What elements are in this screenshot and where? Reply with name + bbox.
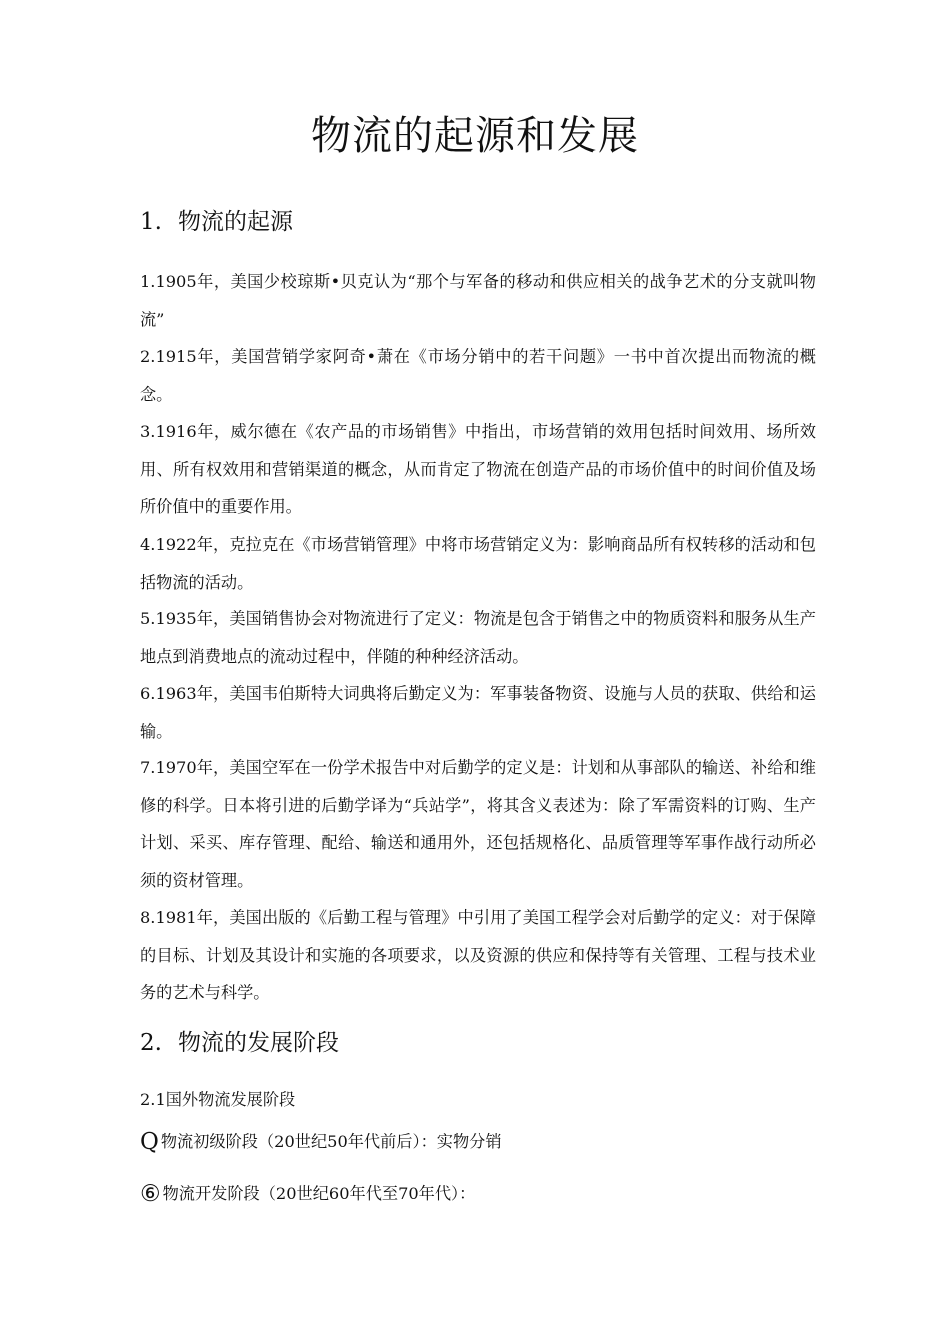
sub-heading-2-1: 2.1国外物流发展阶段 [140,1090,296,1109]
stage-2-marker: ⑥ [140,1181,161,1207]
document-title: 物流的起源和发展 [311,113,639,159]
stage-1-text: 物流初级阶段（20世纪50年代前后）：实物分销 [160,1132,502,1151]
section-1-heading [140,206,293,238]
stage-2-text: 物流开发阶段（20世纪60年代至70年代）： [162,1184,476,1203]
origin-item-2: 2.1915年，美国营销学家阿奇•萧在《市场分销中的若干问题》一书中首次提出而物流的概念。 [140,347,816,404]
origin-item-1: 1.1905年，美国少校琼斯•贝克认为“那个与军备的移动和供应相关的战争艺术的分支就叫物流” [140,272,816,329]
origin-item-7: 7.1970年，美国空军在一份学术报告中对后勤学的定义是：计划和从事部队的输送、补给和维修的科学。日本将引进的后勤学译为“兵站学”，将其含义表述为：除了军需资料的订购、生产计划、采买、库存管理、配给、输送和通用外，还包括规格化、品质管理等军事作战行动所必须的资材管理。 [140,758,816,890]
section-1-title: 物流的起源 [178,209,293,235]
section-2-title: 物流的发展阶段 [178,1030,339,1056]
origin-item-8: 8.1981年，美国出版的《后勤工程与管理》中引用了美国工程学会对后勤学的定义：对于保障的目标、计划及其设计和实施的各项要求，以及资源的供应和保持等有关管理、工程与技术业务的艺术与科学。 [140,908,816,1002]
section-2-number: 2. [140,1030,162,1056]
section-1-number: 1. [140,209,162,235]
origin-item-4: 4.1922年，克拉克在《市场营销管理》中将市场营销定义为：影响商品所有权转移的活动和包括物流的活动。 [140,535,816,592]
origin-item-3: 3.1916年，威尔德在《农产品的市场销售》中指出，市场营销的效用包括时间效用、场所效用、所有权效用和营销渠道的概念，从而肯定了物流在创造产品的市场价值中的时间价值及场所价值中的重要作用。 [140,422,816,516]
stage-item-2 [140,1179,475,1209]
stage-1-marker: Q [140,1129,159,1155]
section-2-heading [140,1027,339,1059]
origin-item-5: 5.1935年，美国销售协会对物流进行了定义：物流是包含于销售之中的物质资料和服务从生产地点到消费地点的流动过程中，伴随的种种经济活动。 [140,609,816,666]
stage-item-1 [140,1127,502,1157]
origin-item-6: 6.1963年，美国韦伯斯特大词典将后勤定义为：军事装备物资、设施与人员的获取、供给和运输。 [140,684,816,741]
